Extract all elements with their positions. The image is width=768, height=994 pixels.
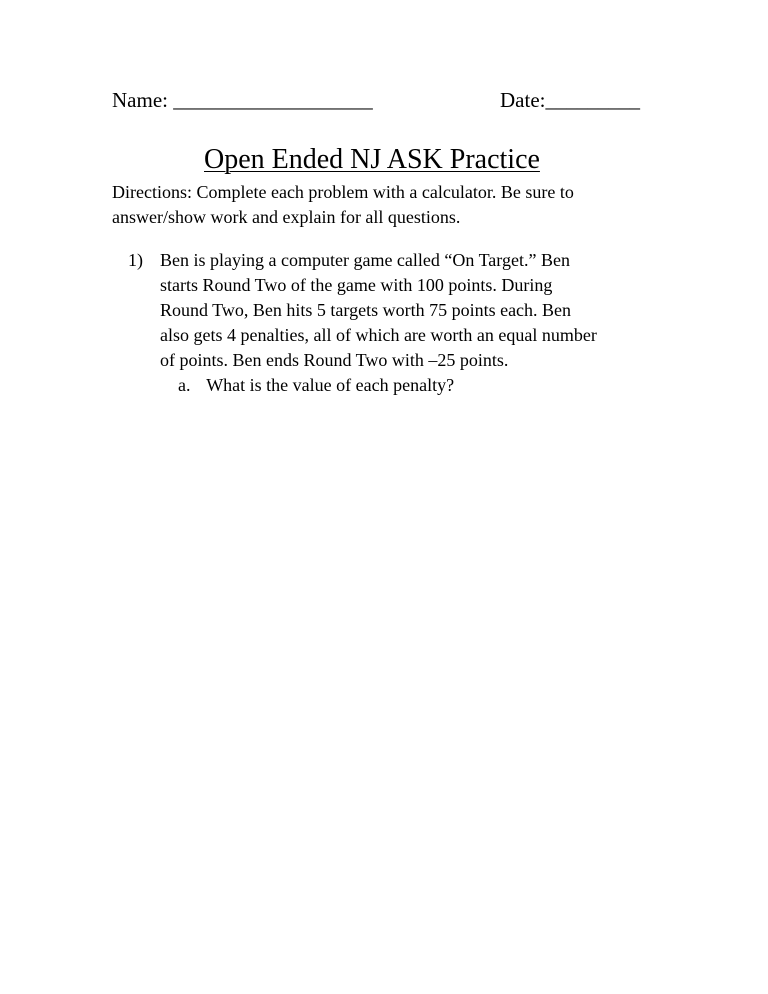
sub-question-label: a. (178, 375, 191, 395)
question-number: 1) (128, 250, 143, 270)
directions-line: answer/show work and explain for all questions. (112, 207, 461, 227)
sub-question-text: What is the value of each penalty? (206, 375, 455, 395)
directions-line: Directions: Complete each problem with a calculator. Be sure to (112, 182, 574, 202)
date-field-label: Date:_________ (500, 88, 640, 112)
directions (112, 180, 672, 230)
page-title: Open Ended NJ ASK Practice (204, 144, 540, 175)
question-text (160, 248, 597, 373)
question-line: of points. Ben ends Round Two with –25 points. (160, 350, 509, 370)
question-line: starts Round Two of the game with 100 points. During (160, 275, 553, 295)
name-field-label: Name: ___________________ (112, 88, 373, 112)
question-line: also gets 4 penalties, all of which are worth an equal number (160, 325, 597, 345)
sub-question-a (178, 373, 454, 398)
question-line: Ben is playing a computer game called “On Target.” Ben (160, 250, 570, 270)
question-line: Round Two, Ben hits 5 targets worth 75 points each. Ben (160, 300, 572, 320)
